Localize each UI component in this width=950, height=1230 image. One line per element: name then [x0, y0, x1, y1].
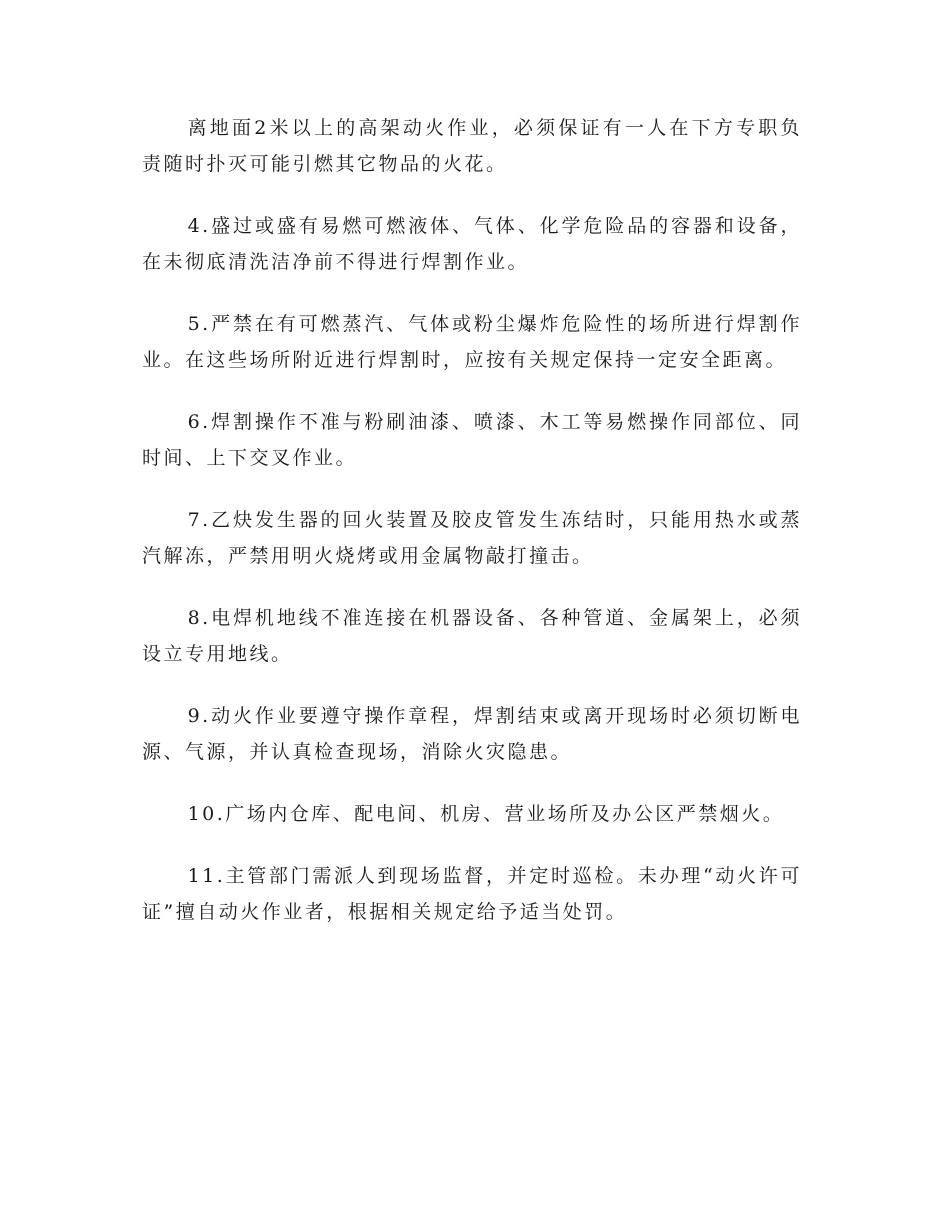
paragraph-continuation: 离地面2米以上的高架动火作业，必须保证有一人在下方专职负责随时扑灭可能引燃其它物品的火花。	[142, 117, 802, 175]
paragraph-item-8: 8.电焊机地线不准连接在机器设备、各种管道、金属架上，必须设立专用地线。	[142, 607, 802, 665]
paragraph-item-6: 6.焊割操作不准与粉刷油漆、喷漆、木工等易燃操作同部位、同时间、上下交叉作业。	[142, 411, 802, 469]
document-body	[142, 110, 802, 956]
paragraph-item-7: 7.乙炔发生器的回火装置及胶皮管发生冻结时，只能用热水或蒸汽解冻，严禁用明火烧烤或用金属物敲打撞击。	[142, 509, 802, 567]
paragraph-item-9: 9.动火作业要遵守操作章程，焊割结束或离开现场时必须切断电源、气源，并认真检查现场，消除火灾隐患。	[142, 705, 802, 763]
paragraph-item-4: 4.盛过或盛有易燃可燃液体、气体、化学危险品的容器和设备，在未彻底清洗洁净前不得进行焊割作业。	[142, 215, 802, 273]
paragraph-item-5: 5.严禁在有可燃蒸汽、气体或粉尘爆炸危险性的场所进行焊割作业。在这些场所附近进行焊割时，应按有关规定保持一定安全距离。	[142, 313, 802, 371]
paragraph-item-11: 11.主管部门需派人到现场监督，并定时巡检。未办理“动火许可证”擅自动火作业者，根据相关规定给予适当处罚。	[142, 865, 802, 923]
paragraph-item-10: 10.广场内仓库、配电间、机房、营业场所及办公区严禁烟火。	[187, 803, 785, 825]
